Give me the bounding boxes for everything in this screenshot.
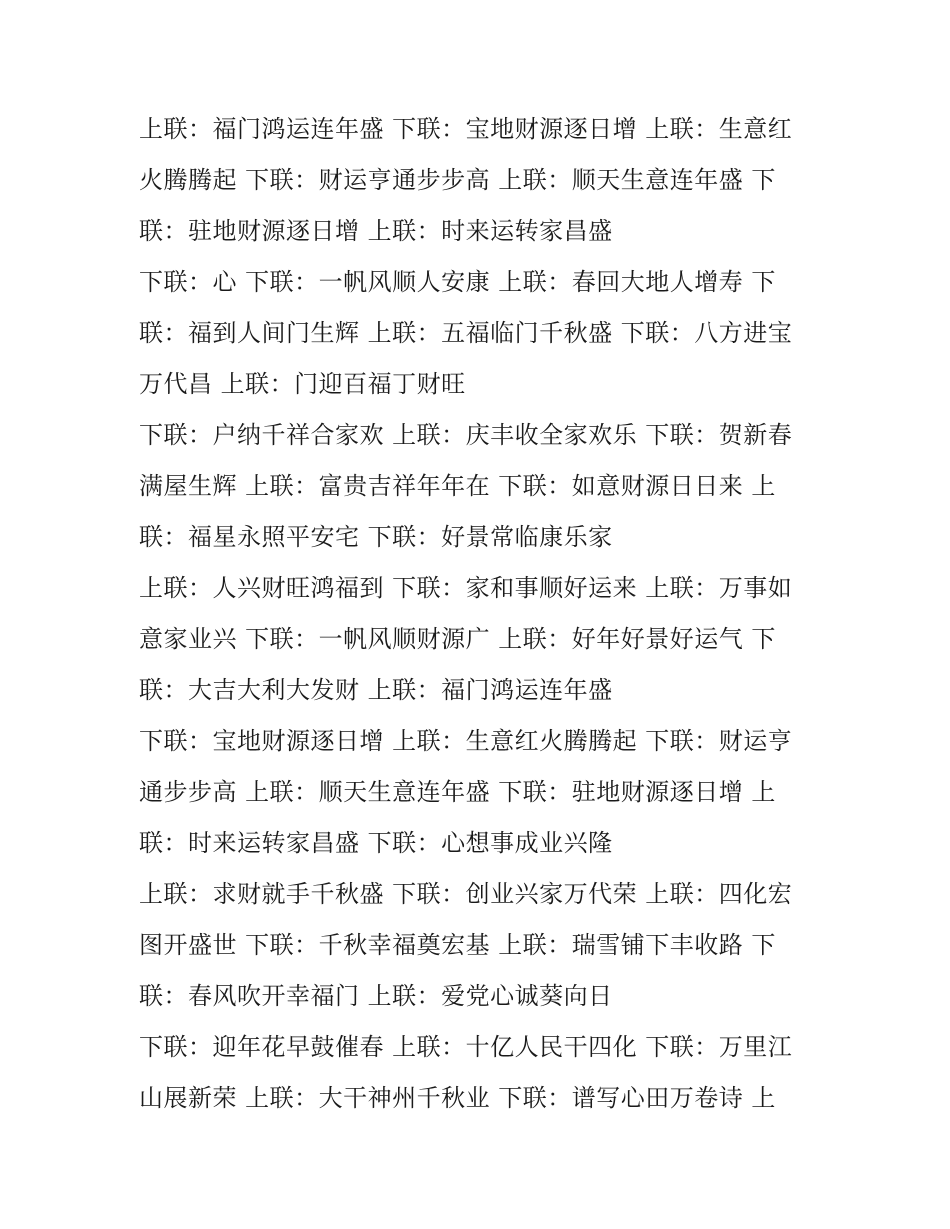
text-line: 意家业兴 下联：一帆风顺财源广 上联：好年好景好运气 下 [139,625,776,653]
text-line: 下联：心 下联：一帆风顺人安康 上联：春回大地人增寿 下 [139,268,776,296]
text-line: 山展新荣 上联：大干神州千秋业 下联：谱写心田万卷诗 上 [139,1084,776,1112]
text-line: 上联：福门鸿运连年盛 下联：宝地财源逐日增 上联：生意红 [139,115,793,143]
text-line: 火腾腾起 下联：财运亨通步步高 上联：顺天生意连年盛 下 [139,166,776,194]
text-line: 联：春风吹开幸福门 上联：爱党心诚葵向日 [139,982,613,1010]
couplet-text-block [139,104,819,1124]
text-line: 上联：求财就手千秋盛 下联：创业兴家万代荣 上联：四化宏 [139,880,793,908]
text-line: 下联：户纳千祥合家欢 上联：庆丰收全家欢乐 下联：贺新春 [139,421,793,449]
text-line: 万代昌 上联：门迎百福丁财旺 [139,370,466,398]
text-line: 联：大吉大利大发财 上联：福门鸿运连年盛 [139,676,613,704]
text-line: 联：福星永照平安宅 下联：好景常临康乐家 [139,523,613,551]
text-line: 上联：人兴财旺鸿福到 下联：家和事顺好运来 上联：万事如 [139,574,793,602]
text-line: 满屋生辉 上联：富贵吉祥年年在 下联：如意财源日日来 上 [139,472,776,500]
text-line: 通步步高 上联：顺天生意连年盛 下联：驻地财源逐日增 上 [139,778,776,806]
text-line: 联：驻地财源逐日增 上联：时来运转家昌盛 [139,217,613,245]
text-line: 下联：迎年花早鼓催春 上联：十亿人民干四化 下联：万里江 [139,1033,793,1061]
text-line: 图开盛世 下联：千秋幸福奠宏基 上联：瑞雪铺下丰收路 下 [139,931,776,959]
text-line: 联：福到人间门生辉 上联：五福临门千秋盛 下联：八方进宝 [139,319,793,347]
text-line: 联：时来运转家昌盛 下联：心想事成业兴隆 [139,829,613,857]
text-line: 下联：宝地财源逐日增 上联：生意红火腾腾起 下联：财运亨 [139,727,793,755]
